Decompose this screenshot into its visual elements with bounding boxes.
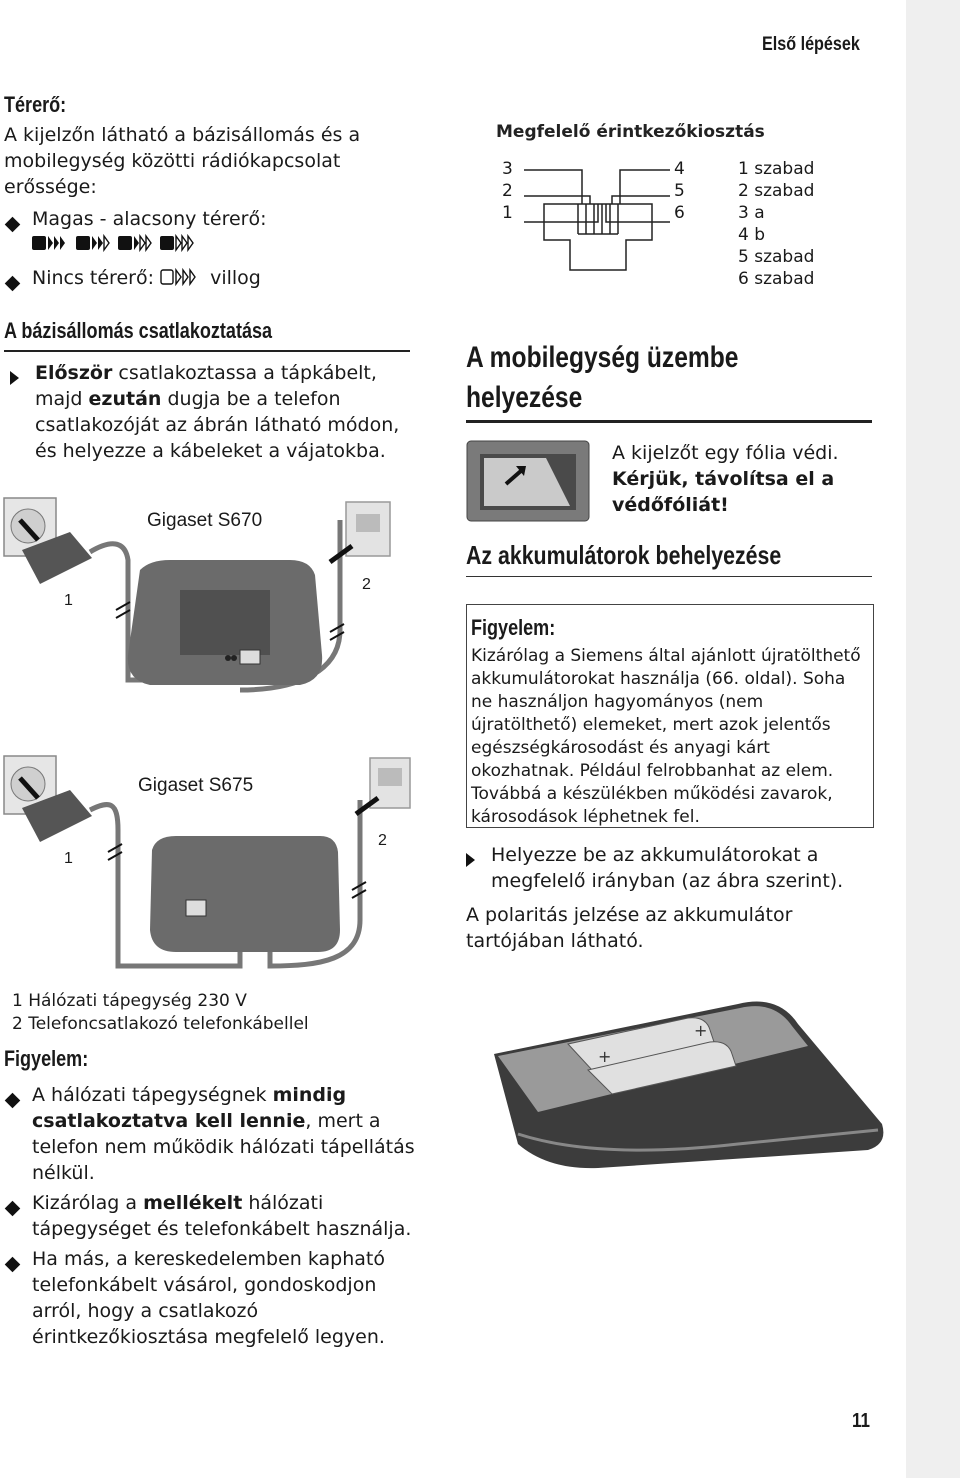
foil-instruction: Kérjük, távolítsa el a védőfóliát! [612,468,835,516]
battery-compartment-image [478,984,898,1178]
connect-step-part1: csatlakoztassa a tápkábelt, majd [35,362,377,410]
pin-left-3: 3 [502,159,513,179]
connect-title: A bázisállomás csatlakoztatása [4,318,273,343]
section-header: Első lépések [762,34,860,55]
page-number: 11 [852,1410,870,1432]
pin-assignment-1: 1 szabad [738,159,815,179]
no-signal-icon [160,267,210,289]
note-left-item-1: A hálózati tápegységnek mindig csatlakoztatva kell lennie, mert a telefon nem működik hálózati tápellátás nélkül. [4,1082,416,1186]
signal-item-strength [4,206,404,261]
foil-text: A kijelzőt egy fólia védi. [612,442,839,464]
pin-assignment-4: 4 b [738,225,766,245]
batteries-title-rule [466,576,872,577]
svg-text:+: + [694,1021,708,1040]
pinout-assignments [738,158,814,290]
battery-polarity: A polaritás jelzése az akkumulátor tartójában látható. [466,904,793,952]
signal-list [4,206,404,298]
figure1-label-1: 1 [64,592,73,609]
pin-assignment-6: 6 szabad [738,269,815,289]
handset-title: A mobilegység üzembe helyezése [466,341,739,414]
legend-item-1: 1 Hálózati tápegység 230 V [12,991,247,1011]
rj-jack-diagram [520,160,680,284]
battery-warning-box [466,604,874,828]
pin-assignment-2: 2 szabad [738,181,815,201]
battery-compartment-illustration [478,984,898,1174]
diamond-bullet-icon [5,217,21,233]
pin-assignment-3: 3 a [738,203,765,223]
pin-left-2: 2 [502,181,513,201]
figure2-label-2: 2 [378,832,387,849]
connect-step-part2: dugja be a telefon csatlakozóját az ábrán látható módon, és helyezze a kábeleket a vájatokba. [35,388,400,462]
page-side-strip [906,0,960,1478]
svg-text:+: + [598,1047,612,1066]
diamond-bullet-icon [5,1201,21,1217]
pin-right-6: 6 [674,203,685,223]
pin-right-4: 4 [674,159,685,179]
signal-none-label: Nincs térerő: [32,267,154,289]
signal-item-none [4,265,404,298]
step-arrow-icon [466,853,475,867]
connect-step [4,360,414,464]
signal-title: Térerő: [4,92,67,117]
model-label-s675: Gigaset S675 [138,775,254,796]
note-left-item-2: Kizárólag a mellékelt hálózati tápegységet és telefonkábelt használja. [4,1190,416,1242]
display-foil-icon [466,440,590,522]
battery-warning-title: Figyelem: [471,615,556,640]
signal-bars-icon [32,237,202,259]
diamond-bullet-icon [5,276,21,292]
signal-item-label: Magas - alacsony térerő: [32,208,267,230]
connect-step-first: Először [35,362,113,384]
note-left-title: Figyelem: [4,1046,89,1071]
step-arrow-icon [10,371,19,385]
battery-warning-text: Kizárólag a Siemens által ajánlott újratölthető akkumulátorokat használja (66. oldal). Soha ne használjon hagyományos (nem újratölthető) elemeket, mert azok jelentős egészségkárosodást és anyagi kárt okozhatnak. Például felrobbanhat az elem. Továbbá a készülékben működési zavarok, károsodások léphetnek fel. [471,646,861,827]
handset-title-rule [466,420,872,423]
note-left-list [4,1082,416,1350]
signal-description: A kijelzőn látható a bázisállomás és a mobilegység közötti rádiókapcsolat erőssége: [4,124,361,198]
legend-item-2: 2 Telefoncsatlakozó telefonkábellel [12,1014,309,1034]
battery-step-text: Helyezze be az akkumulátorokat a megfelelő irányban (az ábra szerint). [491,844,844,892]
pinout-right-pins [674,158,685,224]
rj-jack-icon [520,160,680,280]
signal-none-suffix: villog [210,267,261,289]
note-left-item-3: Ha más, a kereskedelemben kapható telefonkábelt vásárol, gondoskodjon arról, hogy a csatlakozó érintkezőkiosztása megfelelő legyen. [4,1246,416,1350]
foil-note [612,440,882,518]
pin-left-1: 1 [502,203,513,223]
pinout-title: Megfelelő érintkezőkiosztás [496,122,765,142]
model-label-s670: Gigaset S670 [147,510,263,531]
battery-step [466,842,886,894]
diamond-bullet-icon [5,1257,21,1273]
diamond-bullet-icon [5,1093,21,1109]
batteries-title: Az akkumulátorok behelyezése [466,540,782,570]
display-foil-image [466,440,590,526]
figure2-label-1: 1 [64,850,73,867]
pin-right-5: 5 [674,181,685,201]
pin-assignment-5: 5 szabad [738,247,815,267]
pinout-left-pins [502,158,513,224]
connect-step-then: ezután [88,388,162,410]
connect-title-rule [4,350,410,352]
figure1-label-2: 2 [362,576,371,593]
